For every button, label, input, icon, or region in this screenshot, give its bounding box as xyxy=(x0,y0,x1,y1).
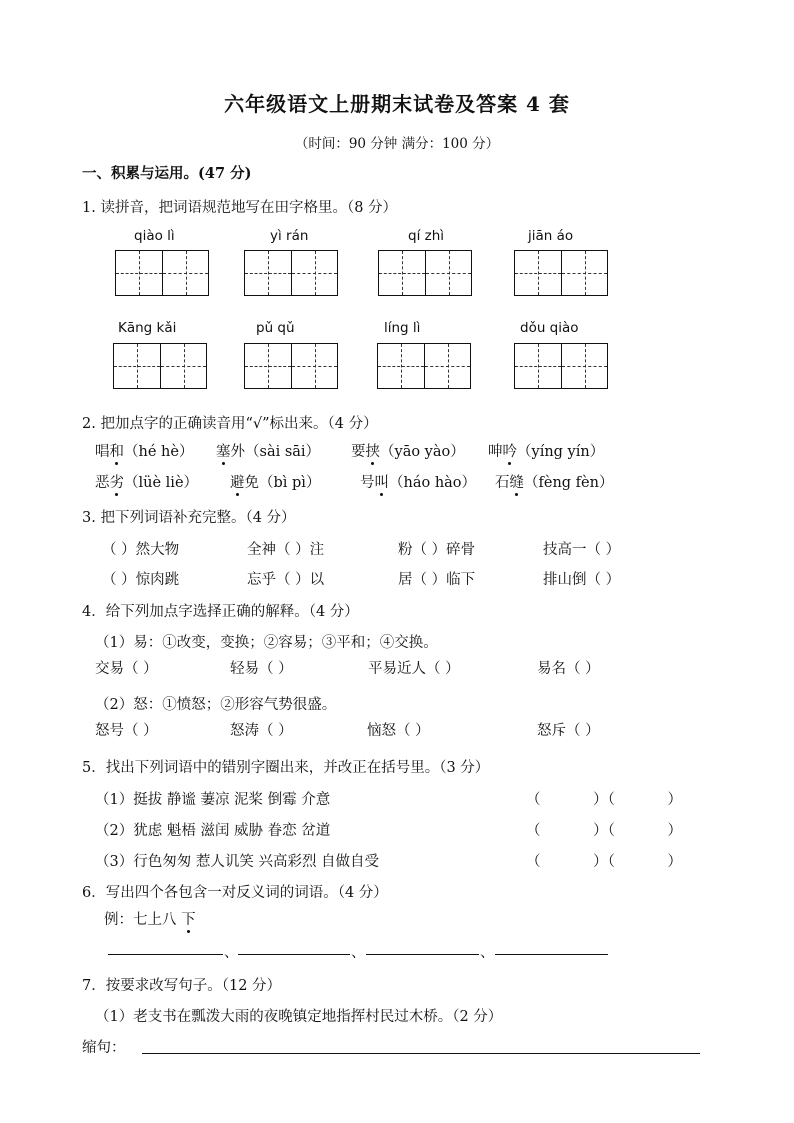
pronunciation-item[interactable]: 石缝（fèng fèn） xyxy=(495,475,614,491)
q6-prompt: 6．写出四个各包含一对反义词的词语。（4 分） xyxy=(82,885,388,901)
typo-answer-blank[interactable]: （ ）（ ） xyxy=(526,823,682,839)
pinyin-label: jiān áo xyxy=(528,228,574,244)
tianzige-box[interactable] xyxy=(378,250,472,296)
tianzige-box[interactable] xyxy=(514,343,608,389)
pinyin-label: yì rán xyxy=(270,228,309,244)
meaning-word: 怒号（ ） xyxy=(95,723,158,739)
page-title: 六年级语文上册期末试卷及答案 4 套 xyxy=(224,92,570,116)
tianzige-box[interactable] xyxy=(115,250,209,296)
meaning-word: 恼怒（ ） xyxy=(367,723,430,739)
pinyin-label: qí zhì xyxy=(408,228,445,244)
meaning-word: 平易近人（ ） xyxy=(368,661,460,677)
pronunciation-item[interactable]: 号叫（háo hào） xyxy=(360,475,477,491)
meaning-item[interactable] xyxy=(95,719,158,740)
antonym-answer-line[interactable] xyxy=(108,953,223,955)
idiom-fill-item[interactable]: （ ）然大物 xyxy=(102,542,180,558)
pronunciation-item[interactable]: 呻吟（yíng yín） xyxy=(488,444,605,460)
idiom-fill-item[interactable]: 粉（ ）碎骨 xyxy=(398,542,476,558)
meaning-word: 怒涛（ ） xyxy=(230,723,293,739)
meaning-word: 易名（ ） xyxy=(537,661,600,677)
separator: 、 xyxy=(224,945,239,961)
q2-prompt: 2. 把加点字的正确读音用“√”标出来。（4 分） xyxy=(82,416,378,432)
pinyin-label: pǔ qǔ xyxy=(256,320,295,336)
meaning-word: 轻易（ ） xyxy=(230,661,293,677)
meaning-item[interactable] xyxy=(230,719,293,740)
pronunciation-item[interactable]: 避免（bì pì） xyxy=(230,475,321,491)
tianzige-box[interactable] xyxy=(244,343,338,389)
meaning-item[interactable] xyxy=(367,719,430,740)
pronunciation-item[interactable]: 唱和（hé hè） xyxy=(95,444,194,460)
separator: 、 xyxy=(351,945,366,961)
pronunciation-item[interactable]: 塞外（sài sāi） xyxy=(216,444,321,460)
q7-prompt: 7．按要求改写句子。（12 分） xyxy=(82,978,282,994)
meaning-word: 怒斥（ ） xyxy=(537,723,600,739)
pronunciation-item[interactable]: 恶劣（lüè liè） xyxy=(95,475,199,491)
meaning-item[interactable] xyxy=(230,657,293,678)
antonym-answer-line[interactable] xyxy=(495,953,608,955)
idiom-fill-item[interactable]: 技高一（ ） xyxy=(543,542,621,558)
typo-answer-blank[interactable]: （ ）（ ） xyxy=(526,854,682,870)
q3-prompt: 3. 把下列词语补充完整。（4 分） xyxy=(82,510,296,526)
condense-label: 缩句： xyxy=(82,1040,126,1056)
typo-answer-blank[interactable]: （ ）（ ） xyxy=(526,792,682,808)
q7-sub-question: （1）老支书在瓢泼大雨的夜晚镇定地指挥村民过木桥。（2 分） xyxy=(95,1009,503,1025)
separator: 、 xyxy=(480,945,495,961)
idiom-fill-item[interactable]: （ ）惊肉跳 xyxy=(102,572,180,588)
tianzige-box[interactable] xyxy=(514,250,608,296)
q4-sub-heading: （2）怒：①愤怒；②形容气势很盛。 xyxy=(95,697,337,713)
antonym-answer-line[interactable] xyxy=(366,953,479,955)
meaning-item[interactable] xyxy=(537,719,600,740)
q4-prompt: 4．给下列加点字选择正确的解释。（4 分） xyxy=(82,604,359,620)
tianzige-box[interactable] xyxy=(377,343,471,389)
tianzige-box[interactable] xyxy=(113,343,207,389)
q1-prompt: 1. 读拼音，把词语规范地写在田字格里。（8 分） xyxy=(82,200,398,216)
pronunciation-item[interactable]: 要挟（yāo yào） xyxy=(351,444,465,460)
idiom-fill-item[interactable]: 居（ ）临下 xyxy=(398,572,476,588)
pinyin-label: dǒu qiào xyxy=(520,320,579,336)
idiom-fill-item[interactable]: 排山倒（ ） xyxy=(543,572,621,588)
meaning-word: 交易（ ） xyxy=(95,661,158,677)
pinyin-label: Kāng kǎi xyxy=(118,320,177,336)
typo-row-label: （3）行色匆匆 惹人讥笑 兴高彩烈 自做自受 xyxy=(95,854,380,870)
meaning-item[interactable] xyxy=(95,657,158,678)
antonym-answer-line[interactable] xyxy=(238,953,350,955)
typo-row-label: （1）挺拔 静谧 萋凉 泥桨 倒霉 介意 xyxy=(95,792,331,808)
section-heading: 一、积累与运用。(47 分) xyxy=(82,165,252,182)
condense-answer-line[interactable] xyxy=(142,1052,700,1054)
idiom-fill-item[interactable]: 全神（ ）注 xyxy=(247,542,325,558)
q6-example: 例：七上八 下 xyxy=(104,912,196,928)
pinyin-label: líng lì xyxy=(384,320,421,336)
q4-sub-heading: （1）易：①改变，变换；②容易；③平和；④交换。 xyxy=(95,635,438,651)
idiom-fill-item[interactable]: 忘乎（ ）以 xyxy=(247,572,325,588)
pinyin-label: qiào lì xyxy=(134,228,175,244)
exam-info: （时间：90 分钟 满分：100 分） xyxy=(294,136,500,152)
typo-row-label: （2）犹虑 魁梧 滋闰 威胁 眷恋 岔道 xyxy=(95,823,331,839)
emphasized-char: 下 xyxy=(181,912,196,928)
q5-prompt: 5．找出下列词语中的错别字圈出来，并改正在括号里。（3 分） xyxy=(82,760,490,776)
tianzige-box[interactable] xyxy=(244,250,338,296)
meaning-item[interactable] xyxy=(537,657,600,678)
meaning-item[interactable] xyxy=(368,657,460,678)
